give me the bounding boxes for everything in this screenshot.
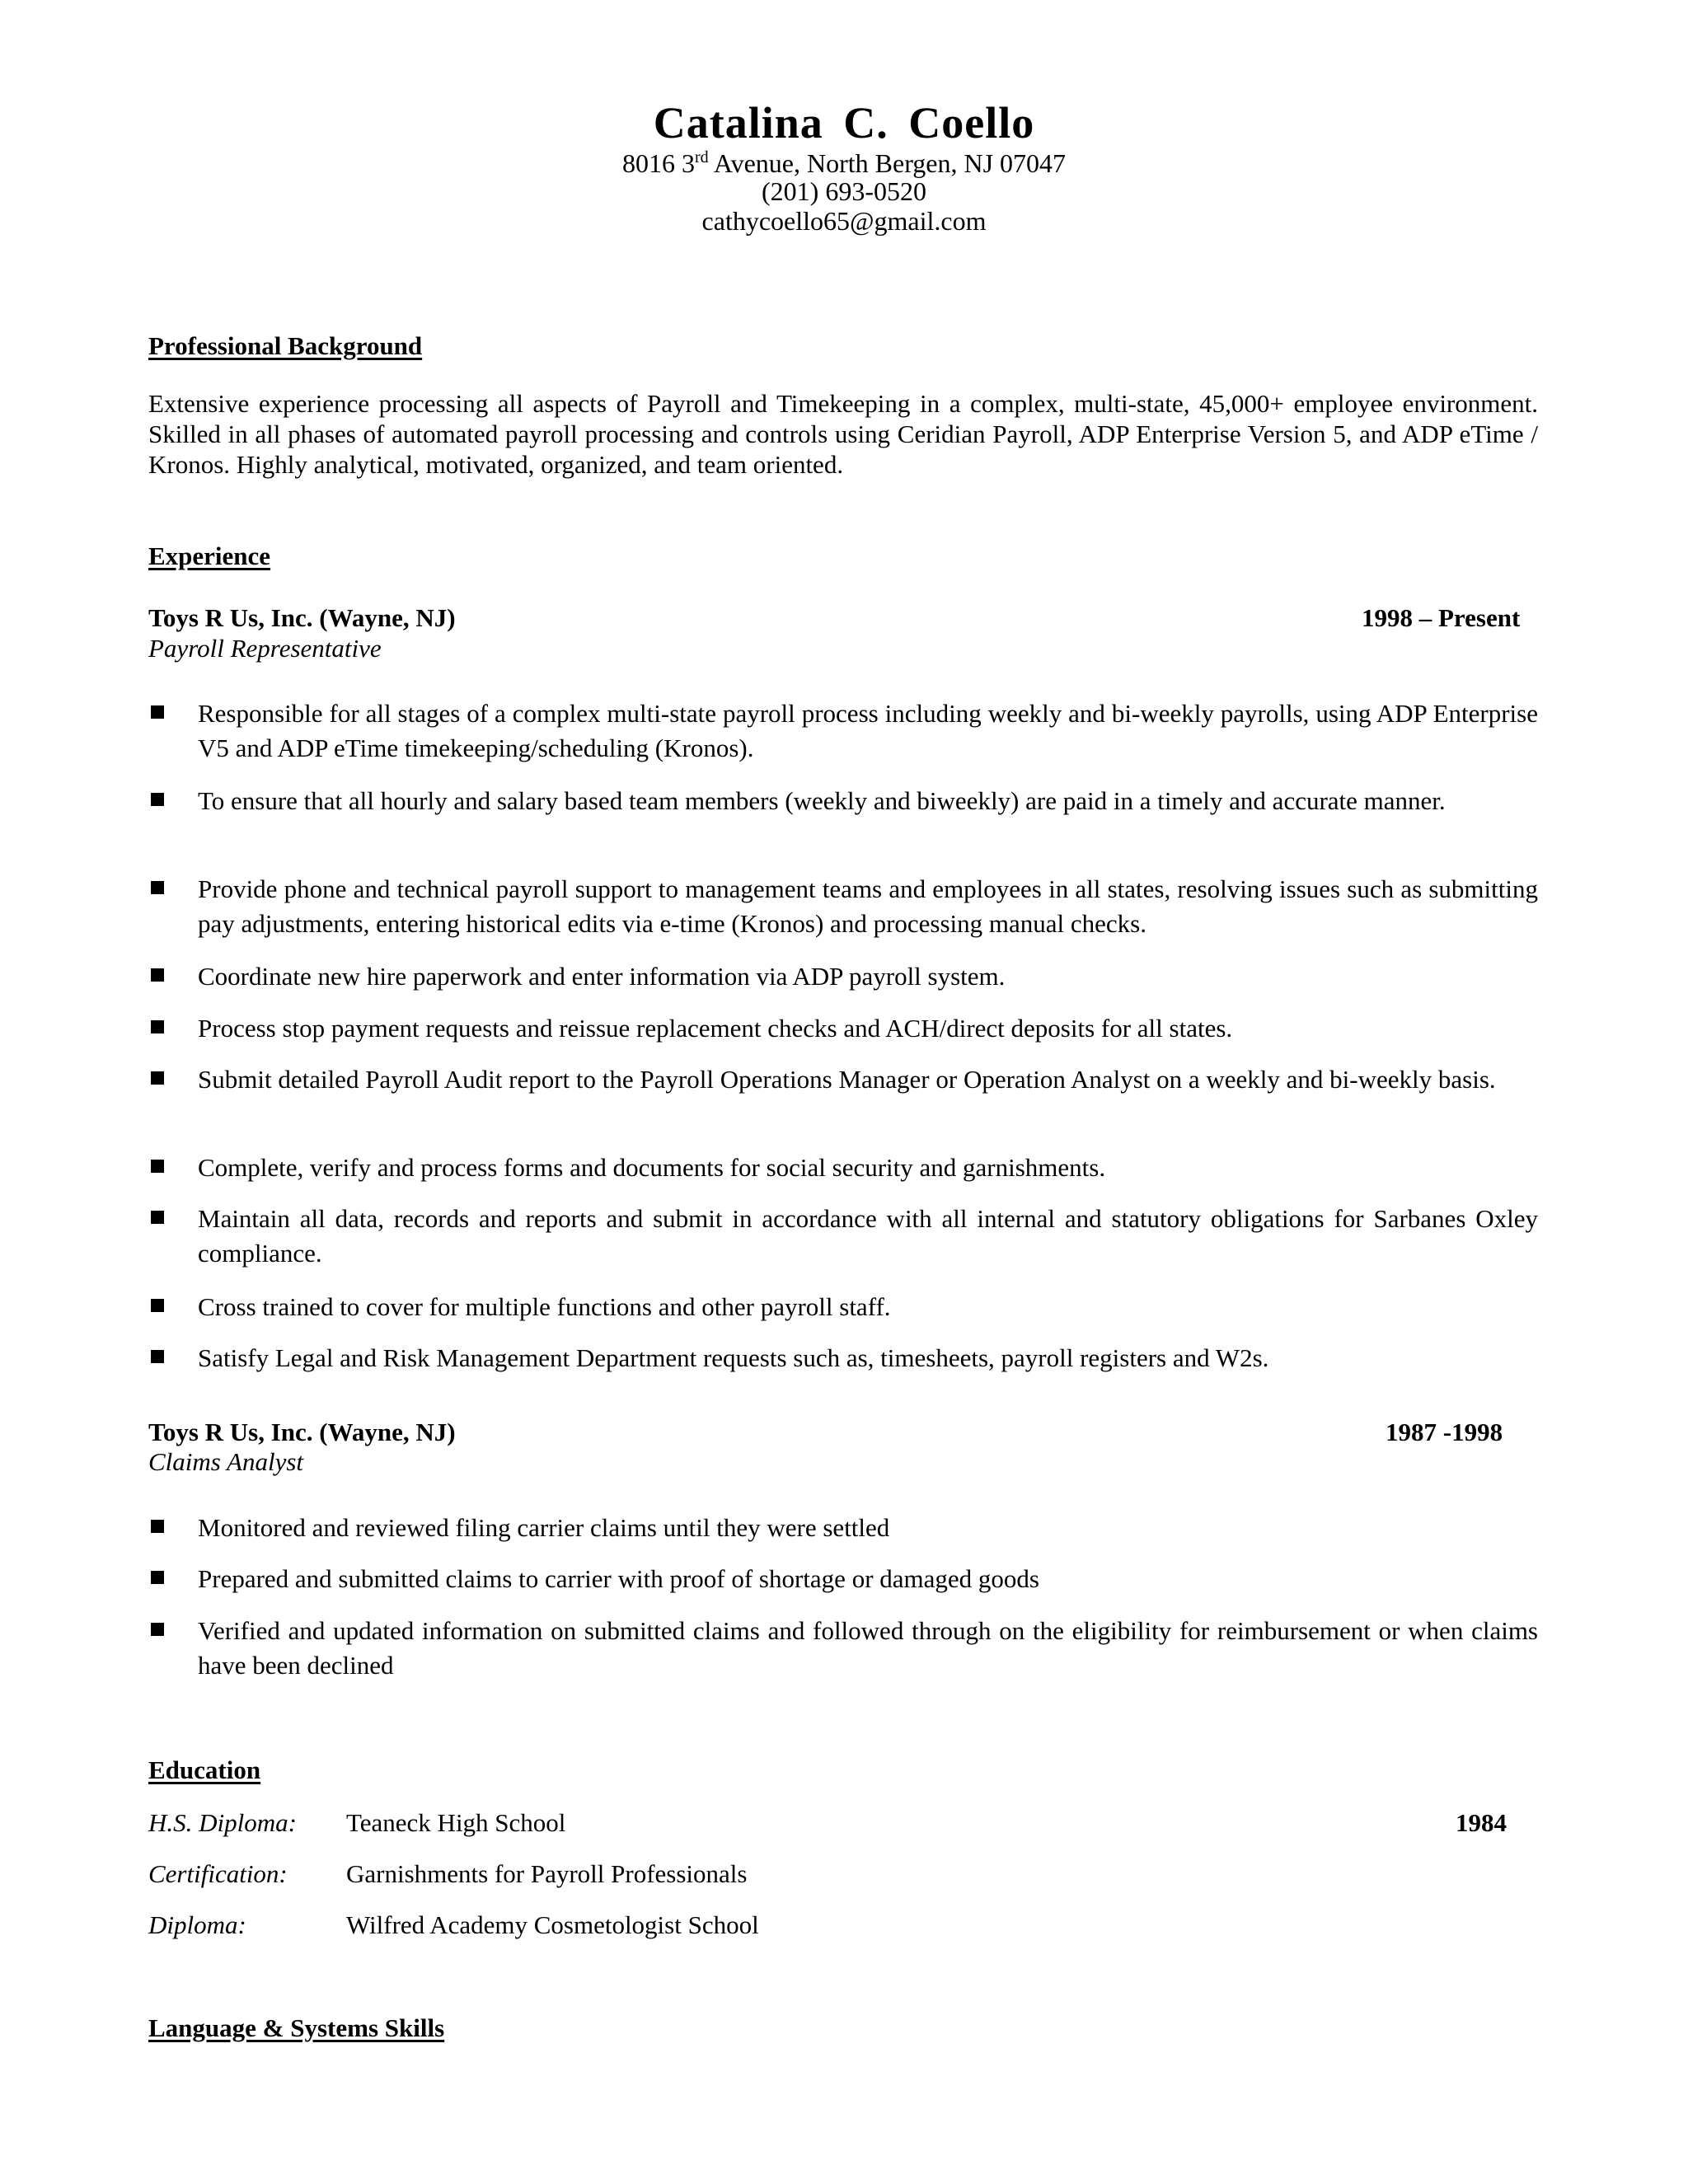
bullet-square-icon	[151, 793, 164, 806]
list-item-text: To ensure that all hourly and salary based team members (weekly and biweekly) are paid in a timely and accurate manner.	[198, 786, 1446, 815]
bullet-square-icon	[151, 1520, 164, 1533]
candidate-email: cathycoello65@gmail.com	[701, 206, 987, 236]
address-ordinal-suffix: rd	[694, 148, 709, 166]
bullet-square-icon	[151, 968, 164, 982]
section-title-education: Education	[148, 1755, 261, 1784]
bullet-square-icon	[151, 705, 164, 719]
education-value: Garnishments for Payroll Professionals	[346, 1859, 748, 1888]
list-item-text: Provide phone and technical payroll support to management teams and employees in all states, resolving issues such as submitting pay adjustments, entering historical edits via e-time (Kronos) and processing manual checks.	[198, 874, 1538, 938]
education-value: Wilfred Academy Cosmetologist School	[346, 1910, 759, 1939]
education-value: Teaneck High School	[346, 1808, 566, 1837]
candidate-phone: (201) 693-0520	[762, 176, 926, 206]
background-summary: Extensive experience processing all aspects of Payroll and Timekeeping in a complex, multi-state, 45,000+ employee environment. Skilled in all phases of automated payroll processing and controls using Ceridian Payroll, ADP Enterprise Version 5, and ADP eTime / Kronos. Highly analytical, motivated, organized, and team oriented.	[148, 389, 1538, 479]
bullet-square-icon	[151, 1211, 164, 1224]
bullet-square-icon	[151, 1020, 164, 1033]
job-role: Claims Analyst	[148, 1447, 304, 1476]
education-label: Certification:	[148, 1859, 288, 1888]
bullet-square-icon	[151, 1623, 164, 1636]
job-dates: 1998 – Present	[1362, 603, 1521, 632]
address-prefix: 8016 3	[621, 148, 695, 178]
bullet-square-icon	[151, 1350, 164, 1363]
section-title-background: Professional Background	[148, 331, 423, 360]
list-item-text: Complete, verify and process forms and documents for social security and garnishments.	[198, 1153, 1106, 1182]
section-title-skills: Language & Systems Skills	[148, 2013, 445, 2042]
bullet-square-icon	[151, 1571, 164, 1584]
bullet-square-icon	[151, 1299, 164, 1312]
list-item-text: Cross trained to cover for multiple functions and other payroll staff.	[198, 1292, 891, 1321]
bullet-square-icon	[151, 1071, 164, 1085]
education-label: Diploma:	[148, 1910, 246, 1939]
bullet-square-icon	[151, 881, 164, 894]
list-item-text: Submit detailed Payroll Audit report to the Payroll Operations Manager or Operation Analyst on a weekly and bi-weekly basis.	[198, 1065, 1496, 1094]
list-item-text: Responsible for all stages of a complex multi-state payroll process including weekly and bi-weekly payrolls, using ADP Enterprise V5 and ADP eTime timekeeping/scheduling (Kronos).	[198, 699, 1538, 762]
education-year: 1984	[1456, 1808, 1507, 1837]
job-dates: 1987 -1998	[1386, 1418, 1503, 1446]
job-employer: Toys R Us, Inc. (Wayne, NJ)	[148, 1418, 456, 1446]
list-item-text: Satisfy Legal and Risk Management Department requests such as, timesheets, payroll registers and W2s.	[198, 1343, 1269, 1372]
section-title-experience: Experience	[148, 541, 271, 570]
candidate-address	[0, 148, 1688, 179]
list-item-text: Monitored and reviewed filing carrier claims until they were settled	[198, 1513, 890, 1542]
list-item-text: Maintain all data, records and reports and submit in accordance with all internal and statutory obligations for Sarbanes Oxley compliance.	[198, 1204, 1538, 1268]
list-item-text: Coordinate new hire paperwork and enter information via ADP payroll system.	[198, 962, 1006, 991]
address-suffix: Avenue, North Bergen, NJ 07047	[708, 148, 1067, 178]
list-item-text: Verified and updated information on submitted claims and followed through on the eligibility for reimbursement or when claims have been declined	[198, 1616, 1538, 1680]
job-employer: Toys R Us, Inc. (Wayne, NJ)	[148, 603, 456, 632]
job-role: Payroll Representative	[148, 634, 382, 663]
candidate-name: Catalina C. Coello	[653, 98, 1035, 148]
list-item-text: Prepared and submitted claims to carrier with proof of shortage or damaged goods	[198, 1564, 1039, 1593]
education-label: H.S. Diploma:	[148, 1808, 297, 1837]
list-item-text: Process stop payment requests and reissue replacement checks and ACH/direct deposits for all states.	[198, 1014, 1233, 1043]
bullet-square-icon	[151, 1160, 164, 1173]
